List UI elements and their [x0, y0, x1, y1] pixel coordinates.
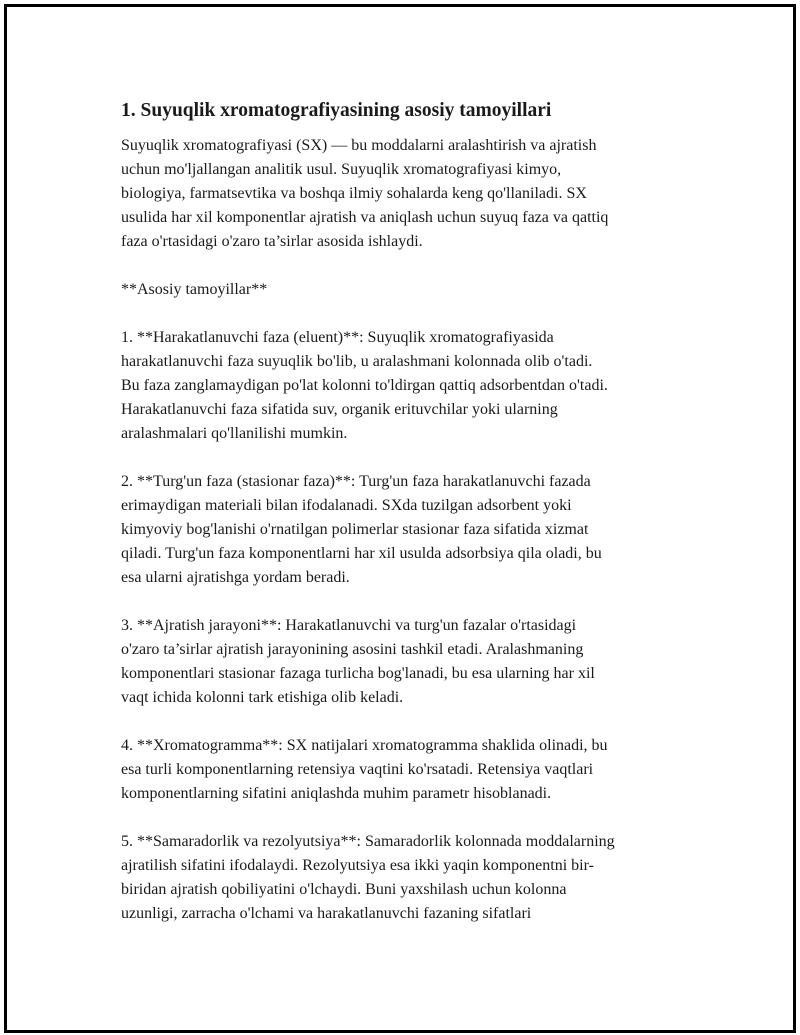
text-line: Harakatlanuvchi faza sifatida suv, organik erituvchilar yoki ularning — [121, 401, 558, 418]
text-line: 1. **Harakatlanuvchi faza (eluent)**: Suyuqlik xromatografiyasida — [121, 329, 554, 346]
text-line: kimyoviy bog'lanishi o'rnatilgan polimerlar stasionar faza sifatida xizmat — [121, 521, 589, 538]
section-heading: 1. Suyuqlik xromatografiyasining asosiy tamoyillari — [121, 100, 552, 121]
text-line: usulida har xil komponentlar ajratish va aniqlash uchun suyuq faza va qattiq — [121, 209, 609, 226]
text-line: esa turli komponentlarning retensiya vaqtini ko'rsatadi. Retensiya vaqtlari — [121, 761, 594, 778]
text-line: 5. **Samaradorlik va rezolyutsiya**: Samaradorlik kolonnada moddalarning — [121, 833, 615, 850]
text-line: Bu faza zanglamaydigan po'lat kolonni to'ldirgan qattiq adsorbentdan o'tadi. — [121, 377, 608, 394]
text-line: ajratilish sifatini ifodalaydi. Rezolyutsiya esa ikki yaqin komponentni bir- — [121, 857, 594, 874]
principle-4-paragraph — [121, 734, 701, 806]
text-line: komponentlarning sifatini aniqlashda muhim parametr hisoblanadi. — [121, 785, 552, 802]
text-line: harakatlanuvchi faza suyuqlik bo'lib, u aralashmani kolonnada olib o'tadi. — [121, 353, 593, 370]
principle-2-paragraph — [121, 470, 701, 590]
text-line: **Asosiy tamoyillar** — [121, 281, 268, 298]
intro-paragraph — [121, 134, 701, 254]
text-line: aralashmalari qo'llanilishi mumkin. — [121, 425, 348, 442]
text-line: 2. **Turg'un faza (stasionar faza)**: Turg'un faza harakatlanuvchi fazada — [121, 473, 591, 490]
text-line: qiladi. Turg'un faza komponentlarni har xil usulda adsorbsiya qila oladi, bu — [121, 545, 602, 562]
text-line: esa ularni ajratishga yordam beradi. — [121, 569, 350, 586]
page-frame — [4, 4, 796, 1033]
text-line: Suyuqlik xromatografiyasi (SX) — bu moddalarni aralashtirish va ajratish — [121, 137, 597, 154]
text-line: 3. **Ajratish jarayoni**: Harakatlanuvchi va turg'un fazalar o'rtasidagi — [121, 617, 577, 634]
principle-1-paragraph — [121, 326, 701, 446]
text-line: o'zaro ta’sirlar ajratish jarayonining asosini tashkil etadi. Aralashmaning — [121, 641, 584, 658]
principle-5-paragraph — [121, 830, 701, 926]
document-body — [121, 98, 701, 950]
text-line: biridan ajratish qobiliyatini o'lchaydi. Buni yaxshilash uchun kolonna — [121, 881, 567, 898]
text-line: komponentlari stasionar fazaga turlicha bog'lanadi, bu esa ularning har xil — [121, 665, 595, 682]
principle-3-paragraph — [121, 614, 701, 710]
text-line: vaqt ichida kolonni tark etishiga olib keladi. — [121, 689, 404, 706]
text-line: biologiya, farmatsevtika va boshqa ilmiy sohalarda keng qo'llaniladi. SX — [121, 185, 587, 202]
text-line: uzunligi, zarracha o'lchami va harakatlanuvchi fazaning sifatlari — [121, 905, 532, 922]
text-line: 4. **Xromatogramma**: SX natijalari xromatogramma shaklida olinadi, bu — [121, 737, 608, 754]
text-line: faza o'rtasidagi o'zaro ta’sirlar asosida ishlaydi. — [121, 233, 423, 250]
text-line: uchun mo'ljallangan analitik usul. Suyuqlik xromatografiyasi kimyo, — [121, 161, 562, 178]
subheading-paragraph — [121, 278, 701, 302]
text-line: erimaydigan materiali bilan ifodalanadi. SXda tuzilgan adsorbent yoki — [121, 497, 572, 514]
